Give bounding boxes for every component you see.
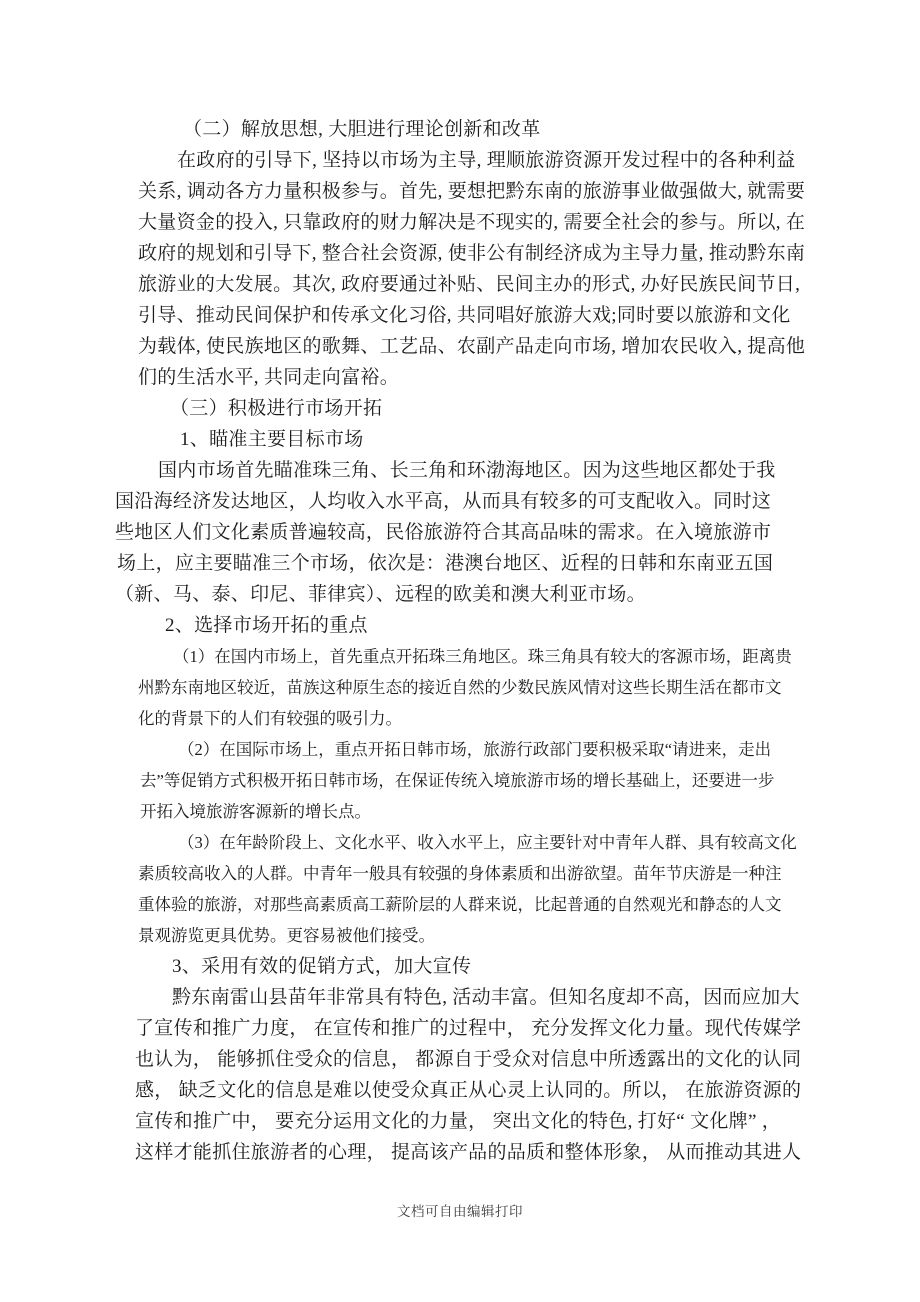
text-line: 州黔东南地区较近，苗族这种原生态的接近自然的少数民族风情对这些长期生活在都市文: [138, 678, 782, 697]
text-line: 化的背景下的人们有较强的吸引力。: [138, 709, 402, 728]
text-line: 黔东南雷山县苗年非常具有特色, 活动丰富。但知名度却不高，因而应加大: [172, 987, 800, 1008]
footer-watermark: 文档可自由编辑打印: [397, 1204, 523, 1219]
text-line: （三）积极进行市场开拓: [170, 398, 383, 419]
text-line: 重体验的旅游，对那些高素质高工薪阶层的人群来说，比起普通的自然观光和静态的人文: [138, 895, 782, 914]
text-line: 国沿海经济发达地区，人均收入水平高，从而具有较多的可支配收入。同时这: [115, 491, 772, 512]
text-line: 大量资金的投入, 只靠政府的财力解决是不现实的, 需要全社会的参与。所以, 在: [138, 212, 806, 233]
text-line: 这样才能抓住旅游者的心理， 提高该产品的品质和整体形象， 从而推动其进人: [135, 1142, 802, 1163]
text-line: 政府的规划和引导下, 整合社会资源, 使非公有制经济成为主导力量, 推动黔东南: [138, 243, 806, 264]
text-line: 们的生活水平, 共同走向富裕。: [138, 367, 400, 388]
text-line: （二）解放思想, 大胆进行理论创新和改革: [183, 119, 541, 140]
text-line: 在政府的引导下, 坚持以市场为主导, 理顺旅游资源开发过程中的各种利益: [177, 150, 796, 171]
text-line: 也认为， 能够抓住受众的信息， 都源自于受众对信息中所透露出的文化的认同: [135, 1049, 802, 1070]
text-line: 引导、推动民间保护和传承文化习俗, 共同唱好旅游大戏;同时要以旅游和文化: [138, 305, 791, 326]
text-line: 景观游览更具优势。更容易被他们接受。: [138, 926, 435, 945]
text-line: 3、采用有效的促销方式，加大宣传: [172, 956, 472, 977]
text-line: 了宣传和推广力度， 在宣传和推广的过程中， 充分发挥文化力量。现代传媒学: [135, 1018, 802, 1039]
text-line: 为载体, 使民族地区的歌舞、工艺品、农副产品走向市场, 增加农民收入, 提高他: [138, 336, 806, 357]
text-line: 关系, 调动各方力量积极参与。首先, 要想把黔东南的旅游事业做强做大, 就需要: [138, 181, 806, 202]
text-line: 国内市场首先瞄准珠三角、长三角和环渤海地区。因为这些地区都处于我: [158, 460, 776, 481]
text-line: 些地区人们文化素质普遍较高，民俗旅游符合其高品味的需求。在入境旅游市: [115, 522, 772, 543]
document-text-block: [0, 114, 920, 1168]
text-line: 旅游业的大发展。其次, 政府要通过补贴、民间主办的形式, 办好民族民间节日,: [138, 274, 801, 295]
text-line: （3）在年龄阶段上、文化水平、收入水平上，应主要针对中青年人群、具有较高文化: [178, 833, 797, 852]
text-line: （新、马、泰、印尼、菲律宾）、远程的欧美和澳大利亚市场。: [115, 584, 646, 605]
text-line: 宣传和推广中， 要充分运用文化的力量， 突出文化的特色, 打好“ 文化牌” ，: [135, 1111, 782, 1132]
text-line: 感， 缺乏文化的信息是难以使受众真正从心灵上认同的。所以， 在旅游资源的: [135, 1080, 802, 1101]
text-line: 2、选择市场开拓的重点: [165, 615, 368, 636]
text-line: （2）在国际市场上，重点开拓日韩市场，旅游行政部门要积极采取“请进来，走出: [178, 740, 772, 759]
text-line: 开拓入境旅游客源新的增长点。: [140, 802, 371, 821]
text-line: 去”等促销方式积极开拓日韩市场，在保证传统入境旅游市场的增长基础上，还要进一步: [140, 771, 775, 790]
text-line: 场上，应主要瞄准三个市场，依次是：港澳台地区、近程的日韩和东南亚五国: [117, 553, 774, 574]
text-line: （1）在国内市场上，首先重点开拓珠三角地区。珠三角具有较大的客源市场，距离贵: [173, 647, 792, 666]
text-line: 1、瞄准主要目标市场: [180, 429, 364, 450]
text-line: 素质较高收入的人群。中青年一般具有较强的身体素质和出游欲望。苗年节庆游是一种注: [138, 864, 782, 883]
